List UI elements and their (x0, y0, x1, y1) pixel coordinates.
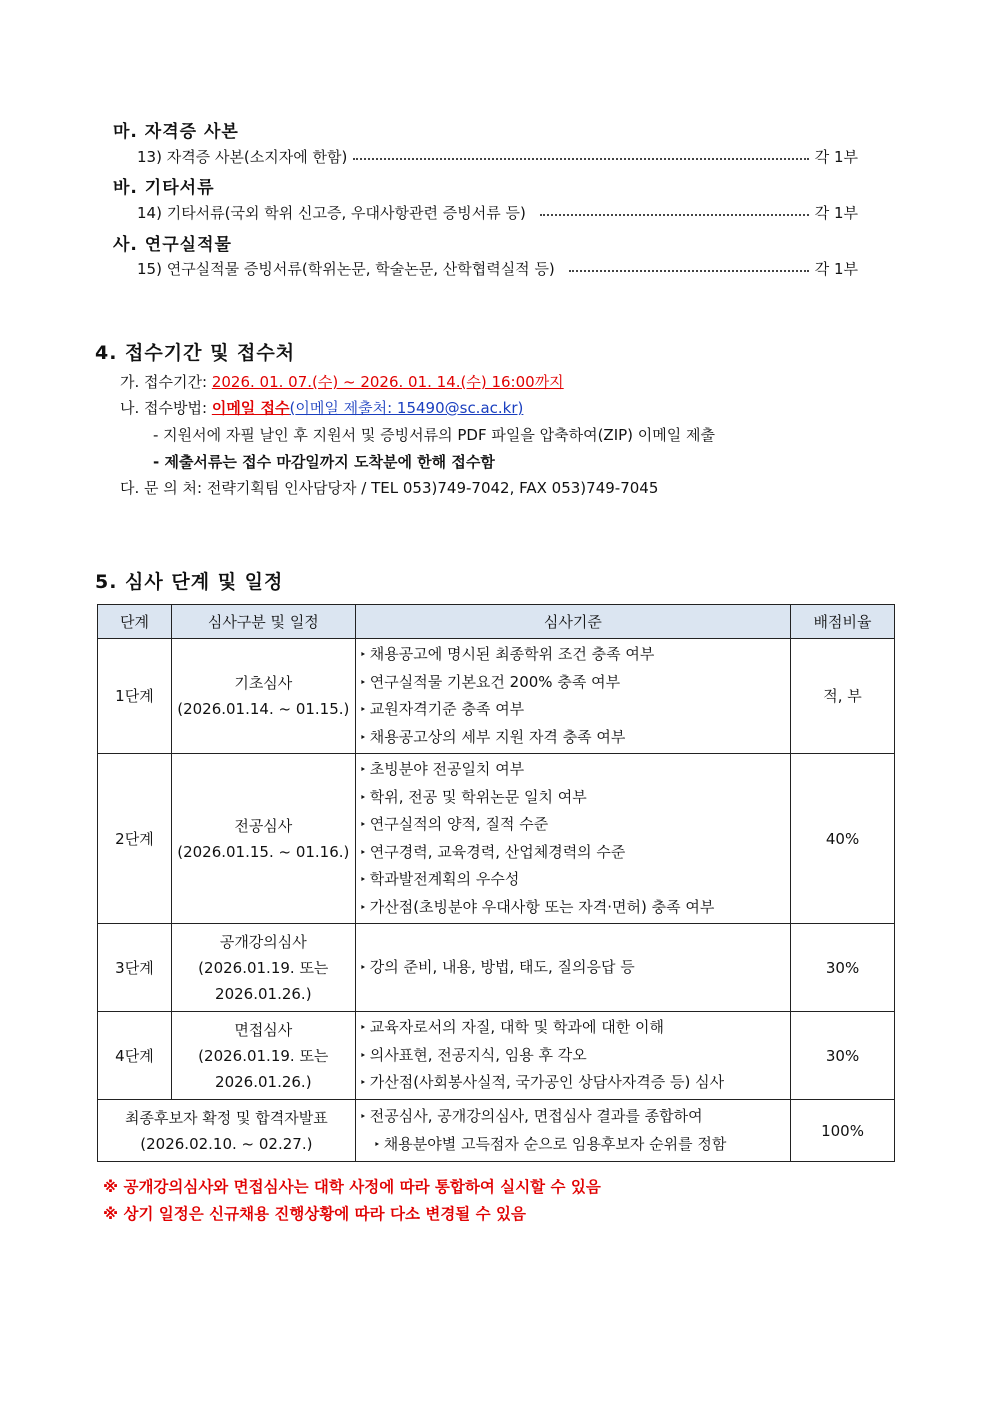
category-cell (171, 924, 355, 1012)
doc-item-label: 14) 기타서류(국외 학위 신고증, 우대사항관련 증빙서류 등) (137, 204, 526, 222)
score-cell: 30% (791, 1012, 895, 1100)
submission-note: - 지원서에 자필 날인 후 지원서 및 증빙서류의 PDF 파일을 압축하여(ZIP) 이메일 제출 (153, 426, 716, 444)
email-link[interactable]: 이메일 제출처: 15490@sc.ac.kr (295, 399, 518, 417)
category-date-2: 2026.01.26.) (215, 984, 312, 1003)
doc-item-15 (137, 258, 858, 279)
doc-item-qty: 각 1부 (814, 204, 858, 222)
header-criteria: 심사기준 (355, 605, 790, 639)
method-value: 이메일 접수 (211, 399, 290, 417)
schedule-table (97, 604, 895, 1162)
header-stage: 단계 (98, 605, 172, 639)
criteria-item: ‣ 연구실적물 기본요건 200% 충족 여부 (360, 669, 790, 697)
stage-cell: 1단계 (98, 639, 172, 754)
category-cell (171, 754, 355, 924)
criteria-item: ‣ 초빙분야 전공일치 여부 (360, 756, 790, 784)
final-row (98, 1100, 895, 1162)
criteria-item: ‣ 교육자로서의 자질, 대학 및 학과에 대한 이해 (360, 1014, 790, 1042)
criteria-cell (355, 754, 790, 924)
table-row (98, 924, 895, 1012)
doc-item-qty: 각 1부 (814, 260, 858, 278)
doc-heading-ma: 마. 자격증 사본 (113, 122, 239, 142)
criteria-cell (355, 1100, 790, 1162)
category-name: 전공심사 (234, 816, 293, 835)
score-cell: 30% (791, 924, 895, 1012)
score-cell: 적, 부 (791, 639, 895, 754)
final-category-cell (98, 1100, 356, 1162)
section5-title: 5. 심사 단계 및 일정 (95, 571, 284, 593)
criteria-continuation: ‣ 채용분야별 고득점자 순으로 임용후보자 순위를 정함 (360, 1131, 790, 1159)
contact-line: 다. 문 의 처: 전략기획팀 인사담당자 / TEL 053)749-7042, FAX 053)749-7045 (120, 479, 659, 497)
score-cell: 40% (791, 754, 895, 924)
criteria-item: ‣ 강의 준비, 내용, 방법, 태도, 질의응답 등 (360, 954, 790, 982)
criteria-item: ‣ 연구실적의 양적, 질적 수준 (360, 811, 790, 839)
criteria-cell (355, 924, 790, 1012)
category-name: 기초심사 (234, 674, 293, 692)
category-date: (2026.01.15. ~ 01.16.) (177, 842, 350, 861)
criteria-item: ‣ 교원자격기준 충족 여부 (360, 696, 790, 724)
criteria-item: ‣ 학과발전계획의 우수성 (360, 866, 790, 894)
period-value: 2026. 01. 07.(수) ~ 2026. 01. 14.(수) 16:00까지 (211, 373, 564, 391)
category-date: (2026.01.14. ~ 01.15.) (177, 700, 350, 718)
table-header-row (98, 605, 895, 639)
score-cell: 100% (791, 1100, 895, 1162)
doc-heading-ba: 바. 기타서류 (113, 178, 215, 198)
note-schedule-change: ※ 상기 일정은 신규채용 진행상황에 따라 다소 변경될 수 있음 (103, 1205, 526, 1223)
leader-dots (540, 214, 809, 216)
category-cell (171, 1012, 355, 1100)
category-date-2: 2026.01.26.) (215, 1072, 312, 1091)
header-category: 심사구분 및 일정 (171, 605, 355, 639)
category-name: 공개강의심사 (219, 932, 307, 951)
stage-cell: 2단계 (98, 754, 172, 924)
method-line (120, 397, 523, 418)
section4-title: 4. 접수기간 및 접수처 (95, 342, 296, 364)
criteria-item: ‣ 의사표현, 전공지식, 임용 후 각오 (360, 1042, 790, 1070)
deadline-note: - 제출서류는 접수 마감일까지 도착분에 한해 접수함 (153, 453, 495, 471)
stage-cell: 4단계 (98, 1012, 172, 1100)
criteria-item: ‣ 가산점(사회봉사실적, 국가공인 상담사자격증 등) 심사 (360, 1069, 790, 1097)
doc-item-14 (137, 202, 858, 223)
final-name: 최종후보자 확정 및 합격자발표 (125, 1108, 328, 1127)
criteria-item: ‣ 가산점(초빙분야 우대사항 또는 자격·면허) 충족 여부 (360, 894, 790, 922)
criteria-cell (355, 639, 790, 754)
leader-dots (569, 270, 809, 272)
table-row (98, 639, 895, 754)
category-date: (2026.01.19. 또는 (198, 1046, 329, 1065)
criteria-item: ‣ 전공심사, 공개강의심사, 면접심사 결과를 종합하여 (360, 1103, 790, 1131)
criteria-item: ‣ 학위, 전공 및 학위논문 일치 여부 (360, 784, 790, 812)
period-line (120, 371, 564, 392)
header-score: 배점비율 (791, 605, 895, 639)
category-name: 면접심사 (234, 1020, 293, 1039)
criteria-item: ‣ 채용공고에 명시된 최종학위 조건 충족 여부 (360, 641, 790, 669)
criteria-item: ‣ 연구경력, 교육경력, 산업체경력의 수준 (360, 839, 790, 867)
period-label: 가. 접수기간: (120, 373, 208, 391)
criteria-cell (355, 1012, 790, 1100)
category-cell (171, 639, 355, 754)
doc-item-13 (137, 146, 858, 167)
note-merge: ※ 공개강의심사와 면접심사는 대학 사정에 따라 통합하여 실시할 수 있음 (103, 1178, 601, 1196)
table-row (98, 754, 895, 924)
category-date: (2026.01.19. 또는 (198, 958, 329, 977)
table-row (98, 1012, 895, 1100)
doc-item-qty: 각 1부 (814, 148, 858, 166)
method-label: 나. 접수방법: (120, 399, 208, 417)
doc-item-label: 13) 자격증 사본(소지자에 한함) (137, 148, 348, 166)
leader-dots (353, 158, 808, 160)
stage-cell: 3단계 (98, 924, 172, 1012)
criteria-item: ‣ 채용공고상의 세부 지원 자격 충족 여부 (360, 724, 790, 752)
method-paren-open: ( (289, 399, 296, 417)
method-paren-close: ) (517, 399, 524, 417)
doc-heading-sa: 사. 연구실적물 (113, 235, 232, 255)
final-date: (2026.02.10. ~ 02.27.) (140, 1134, 313, 1153)
doc-item-label: 15) 연구실적물 증빙서류(학위논문, 학술논문, 산학협력실적 등) (137, 260, 555, 278)
